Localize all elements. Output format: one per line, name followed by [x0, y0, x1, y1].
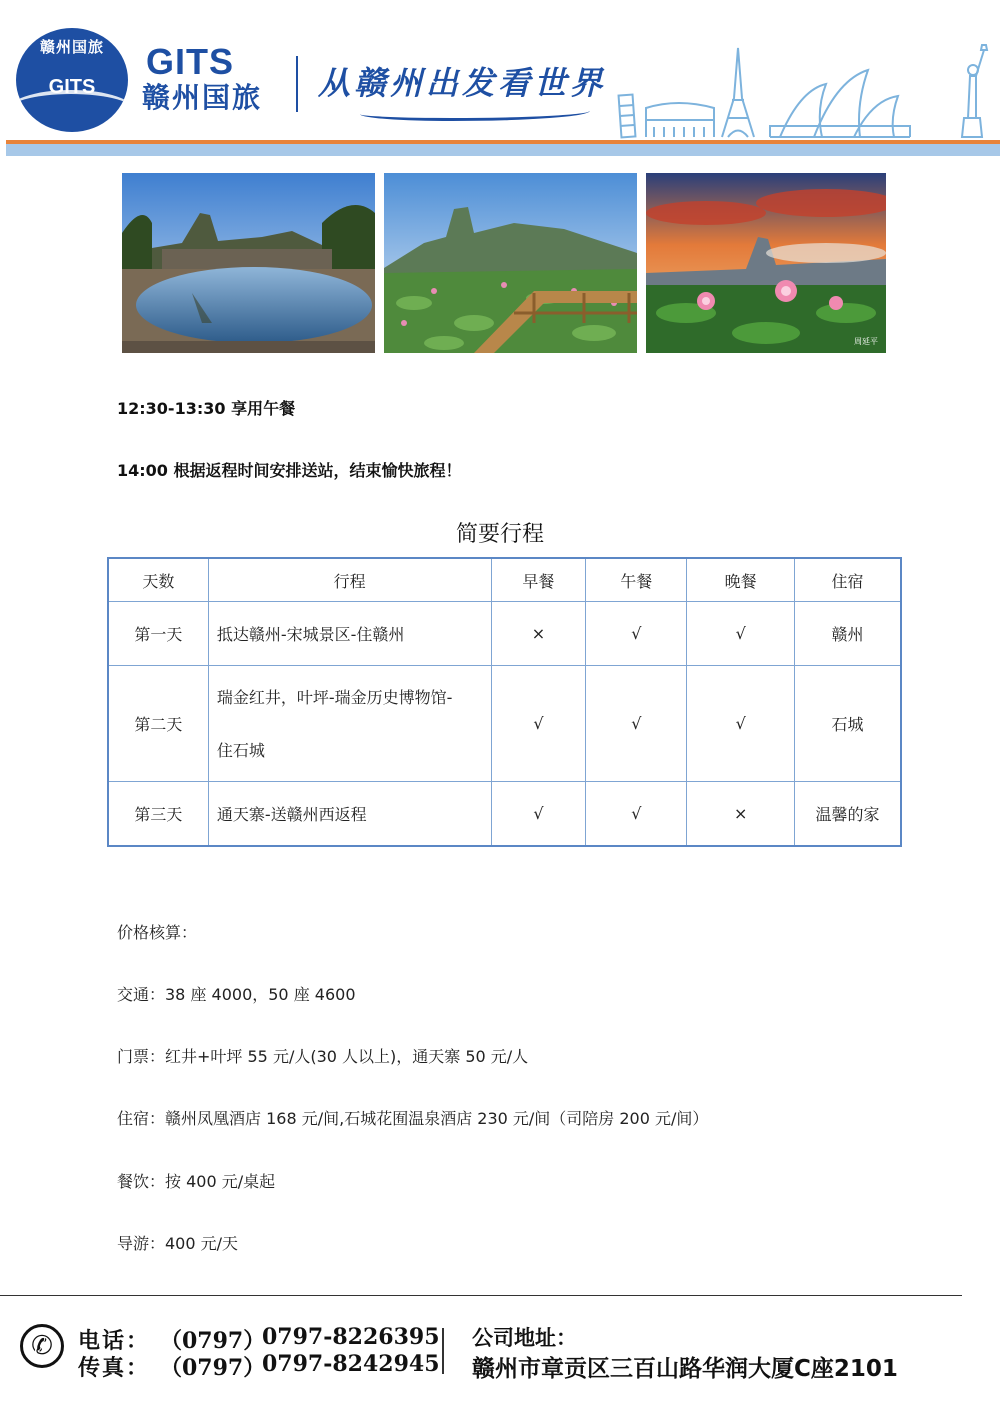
header-stay: 住宿 [795, 559, 901, 602]
phone-number: 0797-8226395 [262, 1324, 440, 1350]
pricing-tickets: 门票：红井+叶坪 55 元/人(30 人以上)，通天寨 50 元/人 [117, 1047, 529, 1066]
header-band [6, 144, 1000, 156]
photo-lotus-sunset [646, 173, 886, 353]
header-dinner: 晚餐 [687, 559, 795, 602]
landmark-skyline-illustration [610, 40, 1000, 140]
itinerary-title: 简要行程 [455, 522, 544, 547]
table-row [109, 666, 901, 782]
header-day: 天数 [109, 559, 209, 602]
header-breakfast: 早餐 [491, 559, 586, 602]
pricing-transport: 交通：38 座 4000，50 座 4600 [117, 985, 356, 1004]
schedule-lunch: 12:30-13:30 享用午餐 [117, 399, 296, 418]
cell-dinner: √ [687, 666, 795, 782]
footer-divider [0, 1295, 962, 1296]
address-label: 公司地址： [472, 1326, 577, 1350]
phone-label: 电话： [78, 1328, 151, 1354]
cell-route: 抵达赣州-宋城景区-住赣州 [208, 602, 491, 666]
cell-dinner: √ [687, 602, 795, 666]
pricing-lodging: 住宿：赣州凤凰酒店 168 元/间,石城花囿温泉酒店 230 元/间（司陪房 200 元/间） [117, 1109, 709, 1128]
cell-day: 第一天 [109, 602, 209, 666]
cell-day: 第三天 [109, 782, 209, 846]
cell-stay: 温馨的家 [795, 782, 901, 846]
slogan-underline [360, 104, 590, 121]
brand-name-cn: 赣州国旅 [142, 81, 263, 114]
logo-inner-text: GITS [48, 76, 96, 98]
footer-separator [442, 1328, 444, 1374]
fax-number: 0797-8242945 [262, 1351, 440, 1377]
cell-day: 第二天 [109, 666, 209, 782]
schedule-departure: 14:00 根据返程时间安排送站，结束愉快旅程！ [117, 461, 462, 480]
pricing-heading: 价格核算： [117, 923, 198, 942]
pricing-guide: 导游：400 元/天 [117, 1234, 239, 1253]
cell-stay: 石城 [795, 666, 901, 782]
photo-lotus-field-mountain [384, 173, 637, 353]
slogan: 从赣州出发看世界 [318, 64, 607, 102]
logo-swoosh [16, 90, 128, 132]
header-divider [296, 56, 298, 112]
cell-lunch: √ [586, 666, 687, 782]
cell-breakfast: × [491, 602, 586, 666]
brand-name-en: GITS [146, 41, 235, 82]
table-header-row [109, 559, 901, 602]
logo-ring-text: 赣州国旅 [39, 38, 104, 56]
phone-area-code: （0797） [160, 1328, 266, 1354]
table-row [109, 782, 901, 846]
photo-village-pond [122, 173, 375, 353]
phone-icon: ✆ [20, 1324, 64, 1368]
company-address: 赣州市章贡区三百山路华润大厦C座2101 [472, 1356, 898, 1382]
itinerary-table [108, 558, 901, 846]
cell-breakfast: √ [491, 782, 586, 846]
company-logo [16, 28, 128, 132]
fax-label: 传真： [78, 1355, 151, 1381]
fax-area-code: （0797） [160, 1355, 266, 1381]
photo-watermark: 周延平 [854, 337, 878, 346]
header-lunch: 午餐 [586, 559, 687, 602]
pricing-meals: 餐饮：按 400 元/桌起 [117, 1172, 276, 1191]
page-header [0, 0, 1000, 160]
cell-breakfast: √ [491, 666, 586, 782]
cell-route: 通天寨-送赣州西返程 [208, 782, 491, 846]
header-route: 行程 [208, 559, 491, 602]
cell-lunch: √ [586, 782, 687, 846]
cell-route-line: 住石城 [216, 740, 265, 760]
cell-dinner: × [687, 782, 795, 846]
cell-lunch: √ [586, 602, 687, 666]
table-row [109, 602, 901, 666]
cell-route-line: 瑞金红井，叶坪-瑞金历史博物馆- [216, 687, 453, 707]
cell-route [208, 666, 491, 782]
cell-stay: 赣州 [795, 602, 901, 666]
